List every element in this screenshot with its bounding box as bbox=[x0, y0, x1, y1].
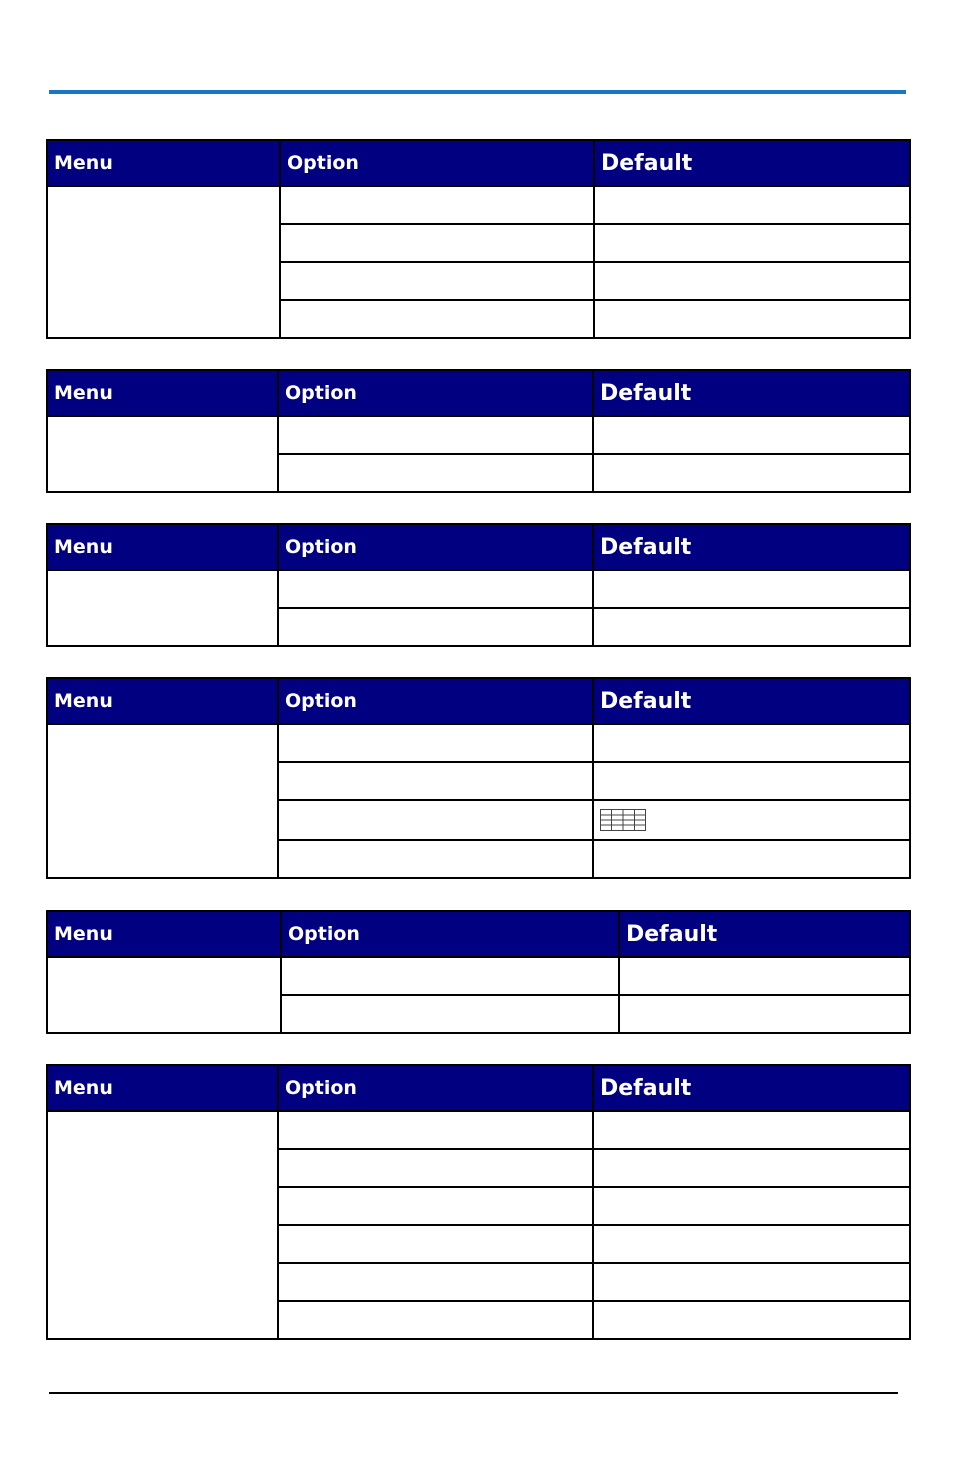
header-menu: Menu bbox=[47, 1065, 278, 1111]
option-cell bbox=[281, 957, 619, 995]
option-cell bbox=[280, 262, 594, 300]
option-cell bbox=[278, 454, 593, 492]
default-cell bbox=[593, 762, 910, 800]
option-cell bbox=[278, 416, 593, 454]
default-cell bbox=[593, 724, 910, 762]
default-cell bbox=[593, 454, 910, 492]
header-default: Default bbox=[593, 370, 910, 416]
header-menu: Menu bbox=[47, 140, 280, 186]
header-default: Default bbox=[594, 140, 910, 186]
option-cell bbox=[278, 724, 593, 762]
option-cell bbox=[278, 1187, 593, 1225]
option-cell bbox=[278, 570, 593, 608]
table-row bbox=[47, 416, 910, 454]
option-cell bbox=[281, 995, 619, 1033]
header-option: Option bbox=[278, 678, 593, 724]
header-option: Option bbox=[280, 140, 594, 186]
default-cell bbox=[593, 1225, 910, 1263]
default-cell bbox=[593, 1149, 910, 1187]
table-header-row bbox=[47, 524, 910, 570]
menu-table-5 bbox=[46, 910, 911, 1034]
default-cell bbox=[619, 957, 910, 995]
menu-cell bbox=[47, 570, 278, 646]
default-cell bbox=[593, 1301, 910, 1339]
default-cell bbox=[593, 840, 910, 878]
table-row bbox=[47, 724, 910, 762]
table-header-row bbox=[47, 1065, 910, 1111]
header-rule bbox=[49, 90, 906, 94]
default-cell bbox=[593, 1187, 910, 1225]
option-cell bbox=[278, 1111, 593, 1149]
footer-rule bbox=[49, 1392, 898, 1394]
menu-table-6 bbox=[46, 1064, 911, 1340]
table-row bbox=[47, 186, 910, 224]
option-cell bbox=[278, 1225, 593, 1263]
option-cell bbox=[278, 1301, 593, 1339]
default-cell bbox=[593, 1263, 910, 1301]
option-cell bbox=[278, 1263, 593, 1301]
default-cell bbox=[593, 800, 910, 840]
default-cell bbox=[593, 1111, 910, 1149]
menu-cell bbox=[47, 724, 278, 878]
header-default: Default bbox=[593, 524, 910, 570]
menu-cell bbox=[47, 186, 280, 338]
header-menu: Menu bbox=[47, 678, 278, 724]
option-cell bbox=[278, 608, 593, 646]
option-cell bbox=[280, 186, 594, 224]
default-cell bbox=[594, 186, 910, 224]
default-cell bbox=[594, 224, 910, 262]
menu-cell bbox=[47, 1111, 278, 1339]
header-menu: Menu bbox=[47, 370, 278, 416]
menu-table-4 bbox=[46, 677, 911, 879]
table-row bbox=[47, 957, 910, 995]
menu-table-2 bbox=[46, 369, 911, 493]
option-cell bbox=[278, 800, 593, 840]
default-cell bbox=[593, 570, 910, 608]
header-option: Option bbox=[278, 524, 593, 570]
menu-table-3 bbox=[46, 523, 911, 647]
default-cell bbox=[593, 608, 910, 646]
option-cell bbox=[278, 1149, 593, 1187]
menu-cell bbox=[47, 957, 281, 1033]
table-header-row bbox=[47, 911, 910, 957]
table-header-row bbox=[47, 140, 910, 186]
header-default: Default bbox=[593, 1065, 910, 1111]
header-default: Default bbox=[619, 911, 910, 957]
header-menu: Menu bbox=[47, 524, 278, 570]
menu-table-1 bbox=[46, 139, 911, 339]
default-cell bbox=[594, 262, 910, 300]
header-menu: Menu bbox=[47, 911, 281, 957]
header-option: Option bbox=[278, 370, 593, 416]
option-cell bbox=[278, 762, 593, 800]
table-row bbox=[47, 1111, 910, 1149]
menu-cell bbox=[47, 416, 278, 492]
option-cell bbox=[280, 224, 594, 262]
option-cell bbox=[280, 300, 594, 338]
table-header-row bbox=[47, 370, 910, 416]
header-default: Default bbox=[593, 678, 910, 724]
option-cell bbox=[278, 840, 593, 878]
header-option: Option bbox=[281, 911, 619, 957]
table-header-row bbox=[47, 678, 910, 724]
default-cell bbox=[619, 995, 910, 1033]
header-option: Option bbox=[278, 1065, 593, 1111]
grid-layout-icon bbox=[600, 809, 646, 831]
default-cell bbox=[593, 416, 910, 454]
default-cell bbox=[594, 300, 910, 338]
table-row bbox=[47, 570, 910, 608]
